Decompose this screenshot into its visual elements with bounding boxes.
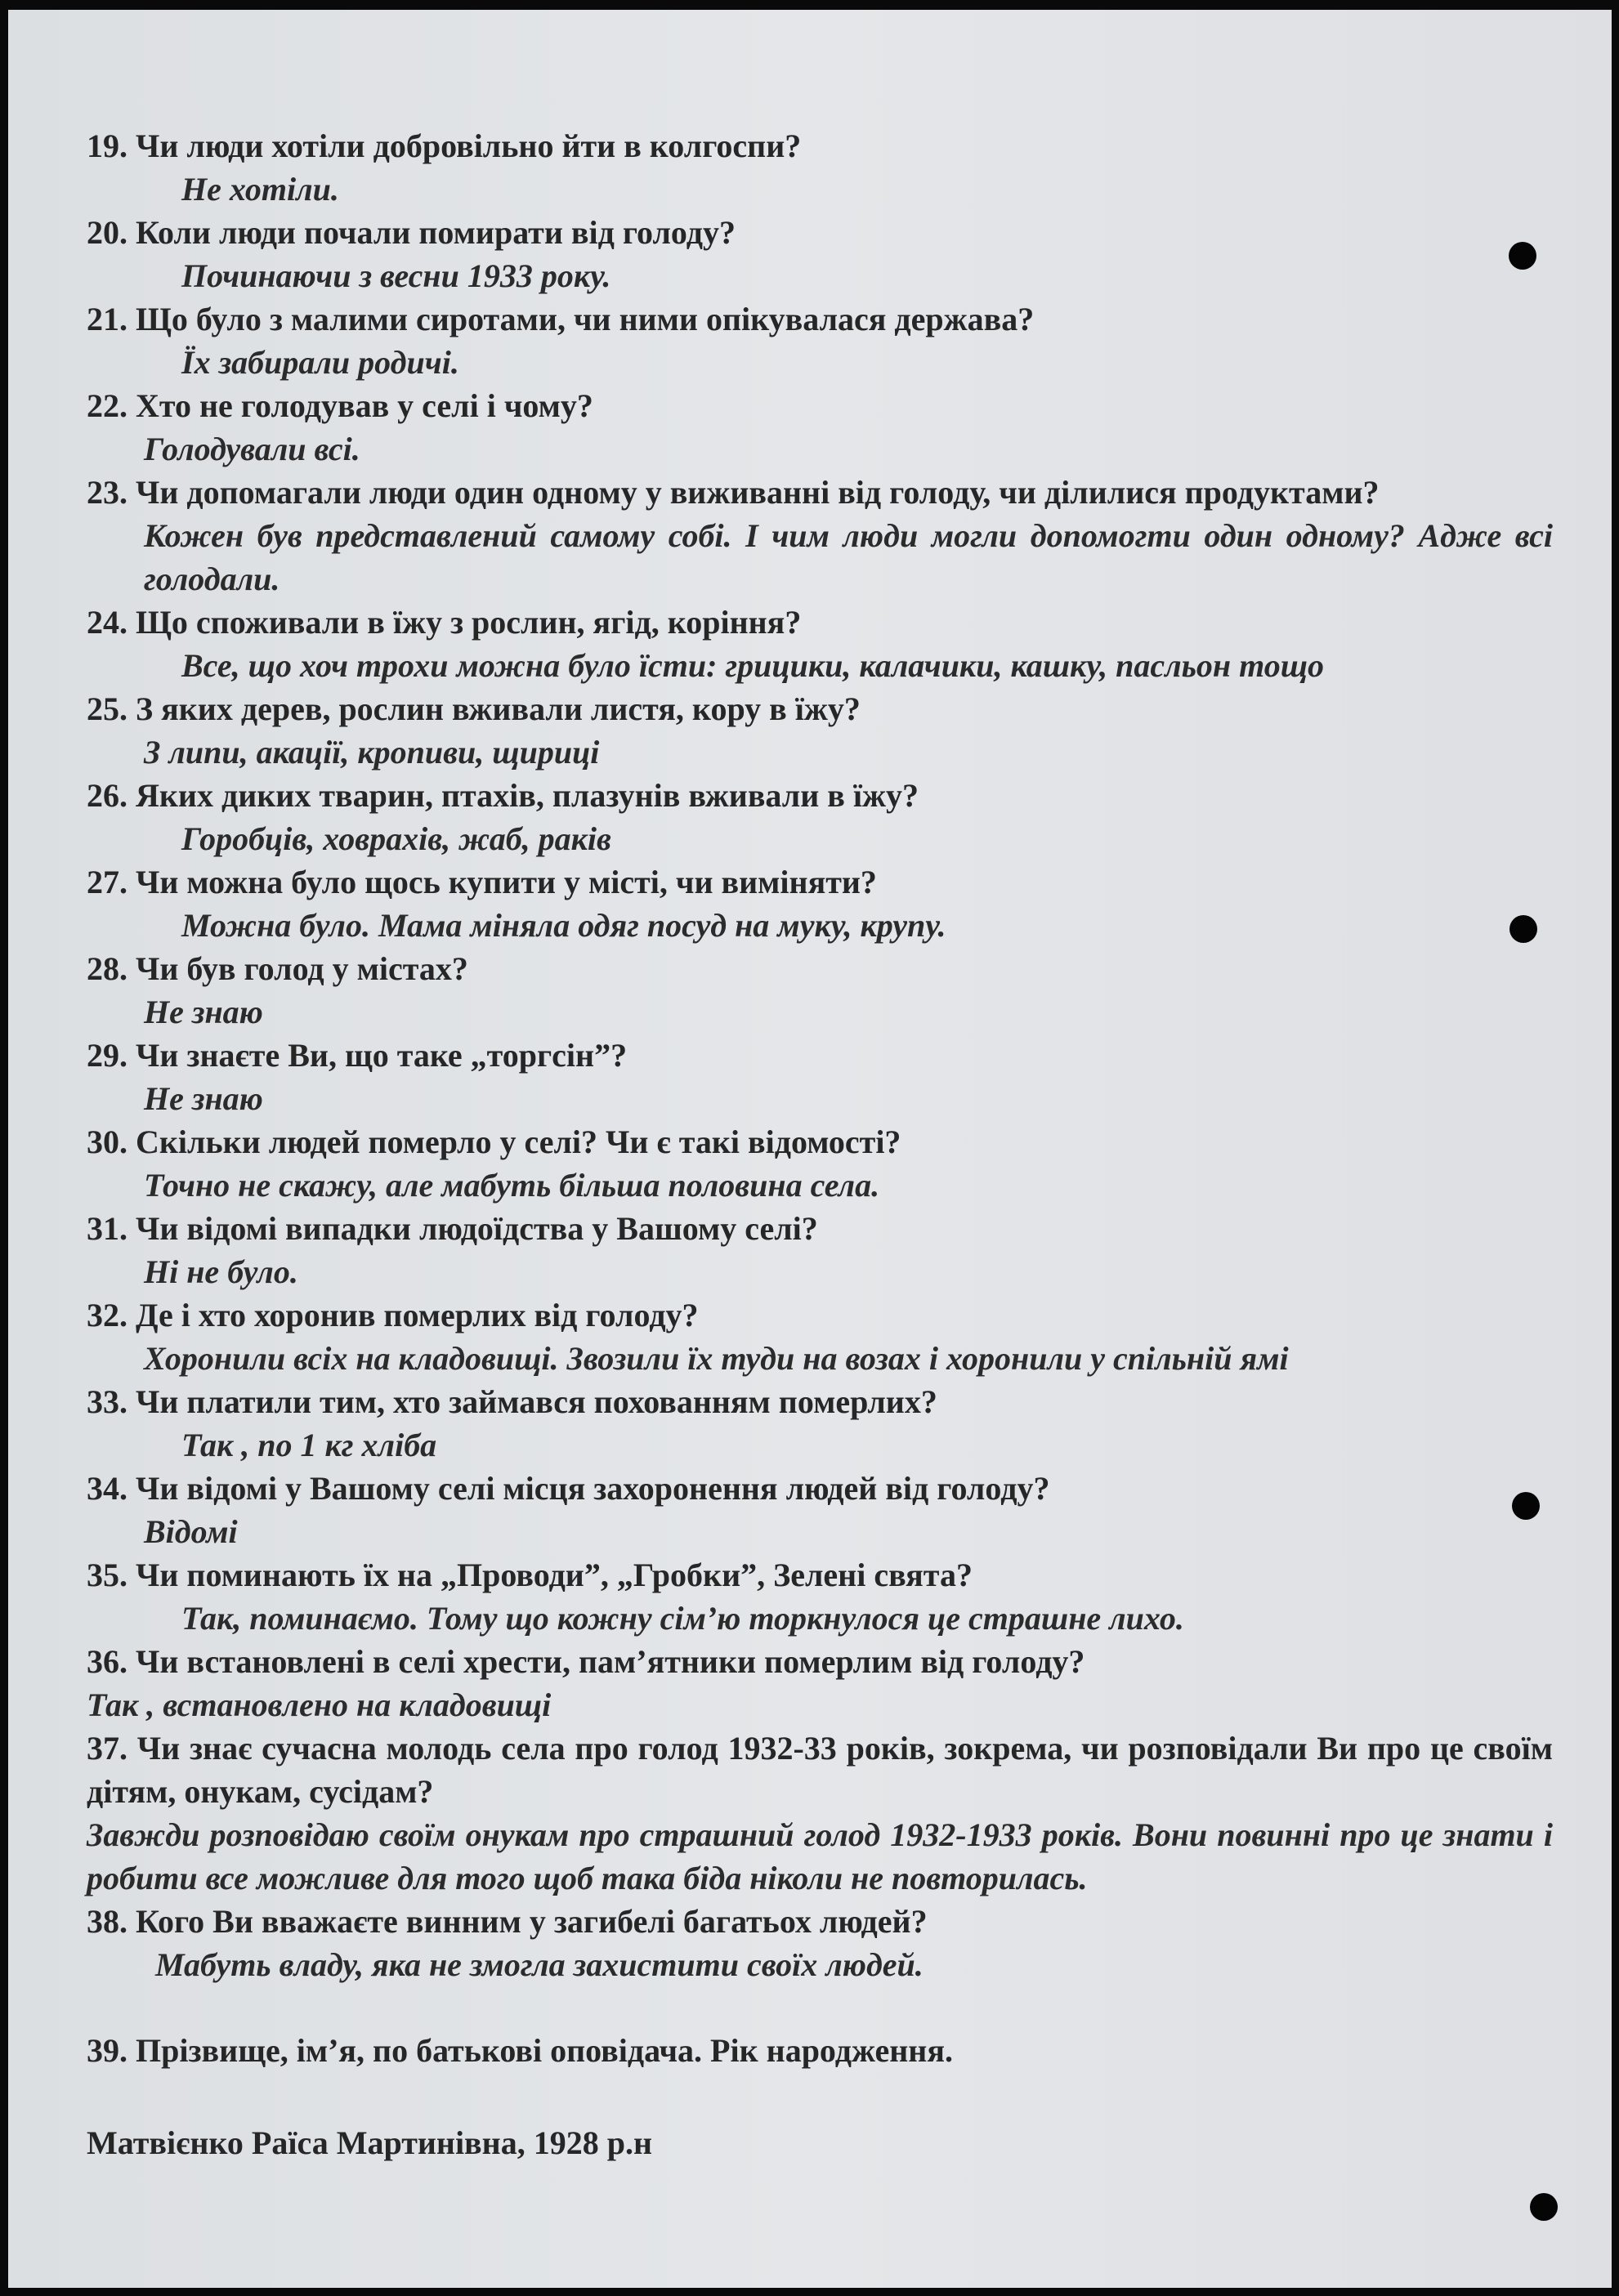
answer: Так, поминаємо. Тому що кожну сім’ю торкнулося це страшне лихо. — [181, 1600, 1184, 1637]
answer: Не знаю — [144, 994, 263, 1030]
answer: Горобців, ховрахів, жаб, раків — [181, 820, 611, 857]
question: 34. Чи відомі у Вашому селі місця захоронення людей від голоду? — [87, 1470, 1050, 1507]
question: 36. Чи встановлені в селі хрести, пам’ятники померлим від голоду? — [87, 1643, 1085, 1680]
answer: Так , по 1 кг хліба — [181, 1427, 437, 1463]
question: 32. Де і хто хоронив померлих від голоду? — [87, 1297, 699, 1333]
answer: Все, що хоч трохи можна було їсти: грицики, калачики, кашку, пасльон тощо — [181, 647, 1325, 684]
answer: Починаючи з весни 1933 року. — [181, 257, 611, 294]
answer: Відомі — [144, 1513, 238, 1550]
question-answer-list — [87, 124, 1553, 1986]
question: 37. Чи знає сучасна молодь села про голод 1932-33 років, зокрема, чи розповідали Ви про це своїм дітям, онукам, сусідам? — [87, 1730, 1553, 1810]
questionnaire — [87, 124, 1553, 2164]
binder-hole — [1509, 915, 1537, 943]
question: 21. Що було з малими сиротами, чи ними опікувалася держава? — [87, 301, 1035, 337]
question: 19. Чи люди хотіли добровільно йти в колгоспи? — [87, 127, 802, 164]
answer: Так , встановлено на кладовищі — [87, 1686, 552, 1723]
question: 23. Чи допомагали люди один одному у виживанні від голоду, чи ділилися продуктами? — [87, 474, 1380, 511]
answer: Не знаю — [144, 1080, 263, 1117]
answer: Кожен був представлений самому собі. І чим люди могли допомогти один одному? Адже всі голодали. — [144, 517, 1553, 597]
answer: Мабуть владу, яка не змогла захистити своїх людей. — [155, 1946, 924, 1983]
question: 22. Хто не голодував у селі і чому? — [87, 387, 593, 424]
question: 27. Чи можна було щось купити у місті, чи виміняти? — [87, 864, 877, 900]
answer: Завжди розповідаю своїм онукам про страшний голод 1932-1933 років. Вони повинні про це знати і робити все можливе для того щоб така біда ніколи не повторилась. — [87, 1816, 1553, 1896]
question-39: 39. Прізвище, ім’я, по батькові оповідача. Рік народження. — [87, 2032, 953, 2069]
question: 30. Скільки людей померло у селі? Чи є такі відомості? — [87, 1123, 901, 1160]
answer: Хоронили всіх на кладовищі. Звозили їх туди на возах і хоронили у спільній ямі — [144, 1340, 1289, 1377]
question: 29. Чи знаєте Ви, що таке „торгсін”? — [87, 1037, 628, 1074]
binder-hole — [1512, 1492, 1540, 1520]
scanned-page — [8, 10, 1612, 2288]
answer: Не хотіли. — [181, 171, 339, 208]
question: 24. Що споживали в їжу з рослин, ягід, коріння? — [87, 604, 802, 641]
question: 38. Кого Ви вважаєте винним у загибелі багатьох людей? — [87, 1903, 928, 1940]
answer: Можна було. Мама міняла одяг посуд на муку, крупу. — [181, 907, 946, 944]
narrator-line: Матвієнко Раїса Мартинівна, 1928 р.н — [87, 2124, 652, 2161]
answer: З липи, акації, кропиви, щириці — [144, 734, 600, 771]
answer: Їх забирали родичі. — [181, 344, 459, 381]
question: 31. Чи відомі випадки людоїдства у Вашому селі? — [87, 1210, 818, 1247]
question: 26. Яких диких тварин, птахів, плазунів вживали в їжу? — [87, 777, 919, 814]
answer: Точно не скажу, але мабуть більша половина села. — [144, 1167, 880, 1204]
answer: Голодували всі. — [144, 431, 360, 467]
answer: Ні не було. — [144, 1253, 298, 1290]
question: 33. Чи платили тим, хто займався похованням померлих? — [87, 1383, 937, 1420]
question: 25. З яких дерев, рослин вживали листя, кору в їжу? — [87, 690, 861, 727]
question: 35. Чи поминають їх на „Проводи”, „Гробки”, Зелені свята? — [87, 1557, 973, 1593]
question: 28. Чи був голод у містах? — [87, 950, 468, 987]
binder-hole — [1530, 2193, 1558, 2221]
binder-hole — [1509, 242, 1536, 270]
question: 20. Коли люди почали помирати від голоду? — [87, 214, 736, 251]
